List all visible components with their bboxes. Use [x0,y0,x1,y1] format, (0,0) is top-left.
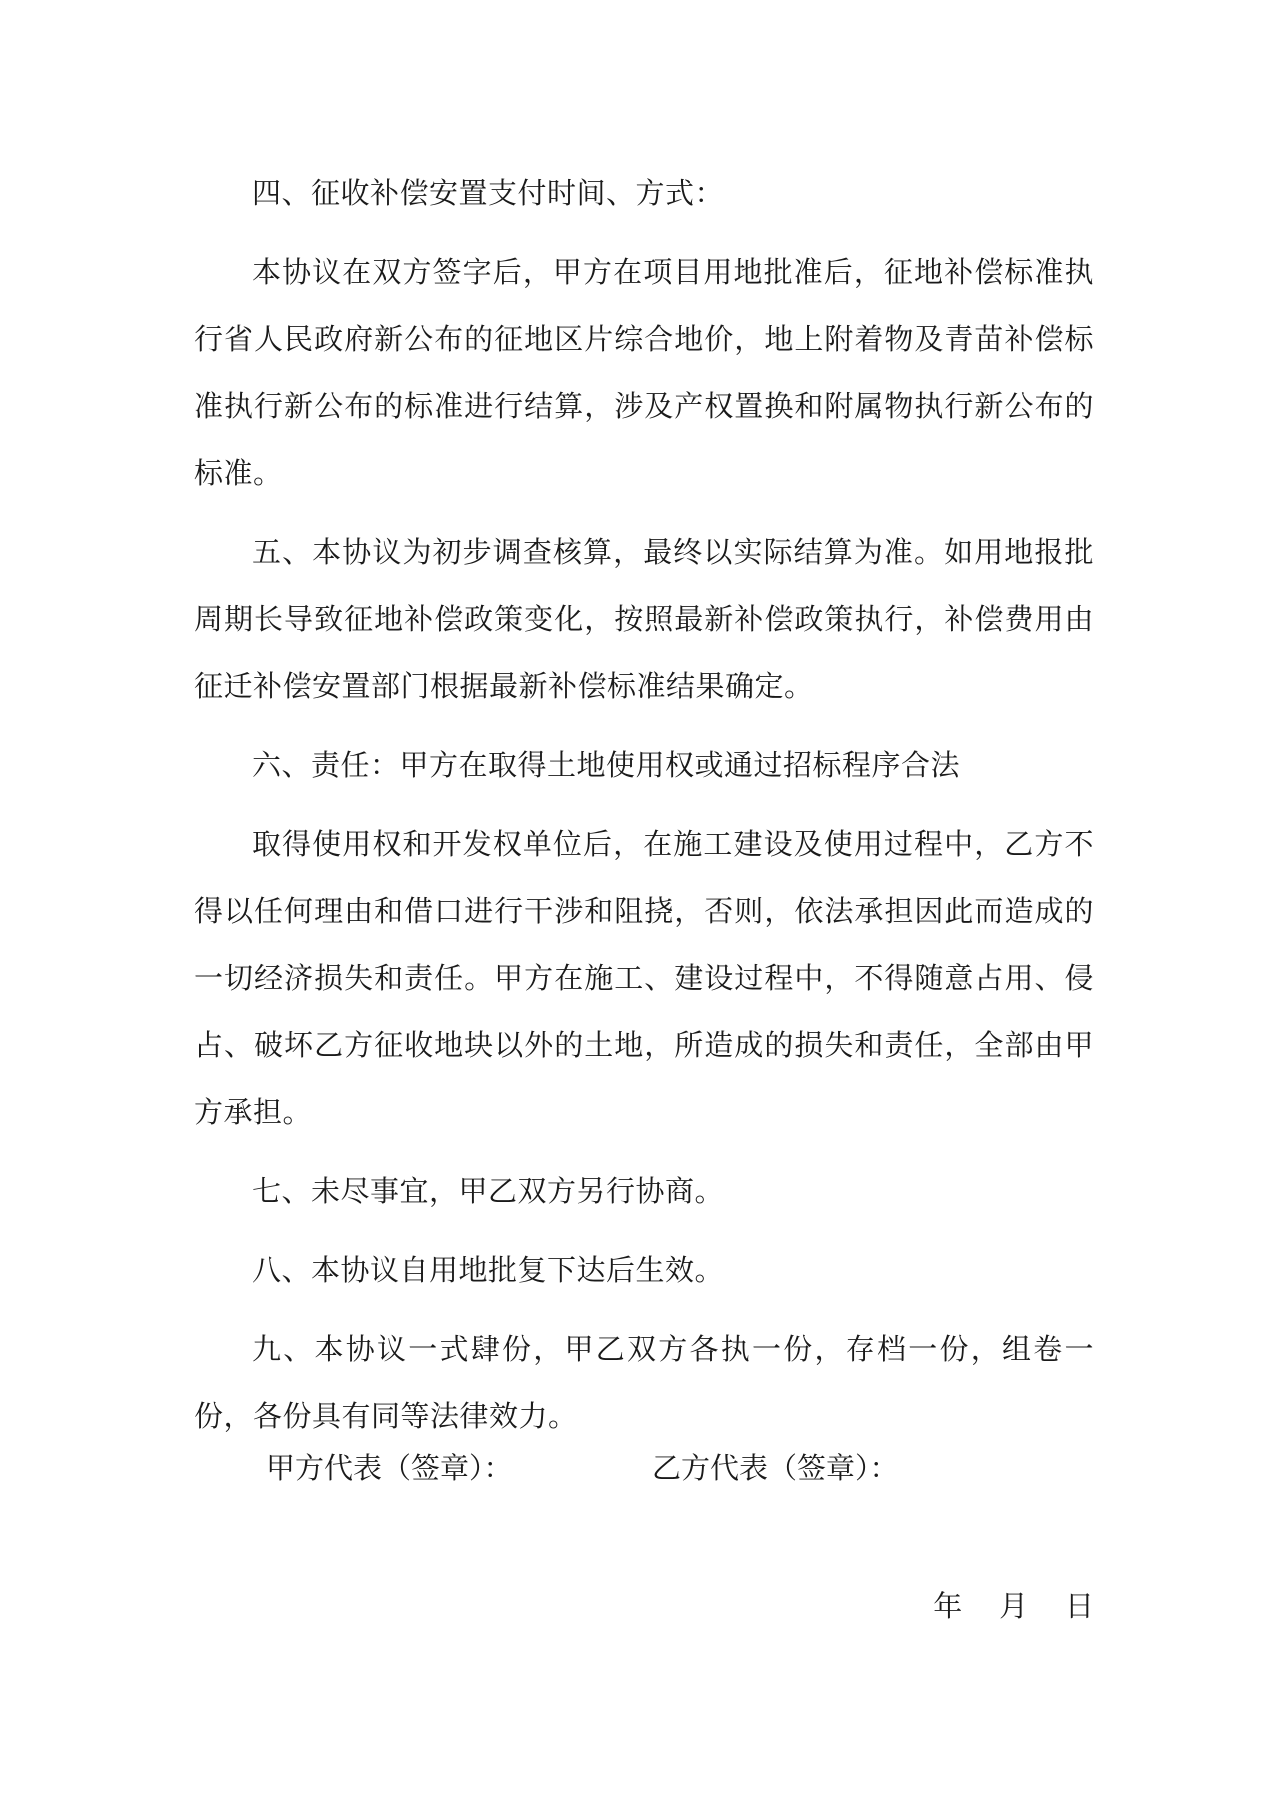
party-a-signature-label: 甲方代表（签章）： [266,1451,513,1485]
clause-7-text: 七、未尽事宜，甲乙双方另行协商。 [252,1174,725,1208]
clause-4-text: 本协议在双方签字后，甲方在项目用地批准后，征地补偿标准执行省人民政府新公布的征地区片综合地价，地上附着物及青苗补偿标准执行新公布的标准进行结算，涉及产权置换和附属物执行新公布的标准。 [194,255,1094,490]
clause-6-heading: 六、责任：甲方在取得土地使用权或通过招标程序合法 [252,748,961,782]
clause-5-text: 五、本协议为初步调查核算，最终以实际结算为准。如用地报批周期长导致征地补偿政策变化，按照最新补偿政策执行，补偿费用由征迁补偿安置部门根据最新补偿标准结果确定。 [194,535,1094,703]
party-b-signature-label: 乙方代表（签章）： [652,1451,899,1485]
clause-6-text: 取得使用权和开发权单位后，在施工建设及使用过程中，乙方不得以任何理由和借口进行干涉和阻挠，否则，依法承担因此而造成的一切经济损失和责任。甲方在施工、建设过程中，不得随意占用、侵占、破坏乙方征收地块以外的土地，所造成的损失和责任，全部由甲方承担。 [194,827,1094,1129]
clause-8-text: 八、本协议自用地批复下达后生效。 [252,1253,725,1287]
agreement-body [194,160,1094,1462]
signature-line [0,1438,1280,1498]
clause-9-text: 九、本协议一式肆份，甲乙双方各执一份，存档一份，组卷一份，各份具有同等法律效力。 [194,1332,1094,1433]
clause-4-heading: 四、征收补偿安置支付时间、方式： [252,176,725,210]
date-line: 年 月 日 [933,1589,1094,1623]
